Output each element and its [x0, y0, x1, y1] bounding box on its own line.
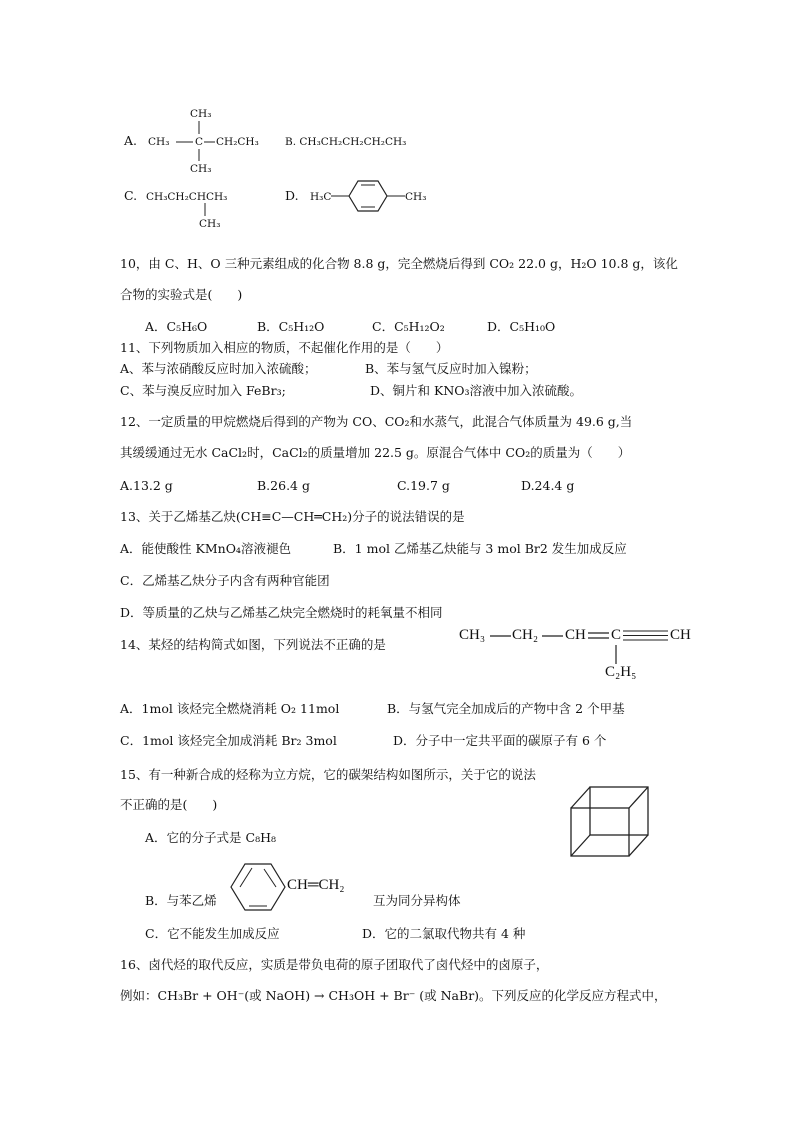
q12-option-d: D.24.4 g: [521, 478, 575, 493]
q14-option-d: D．分子中一定共平面的碳原子有 6 个: [393, 733, 607, 748]
q9-d-left: H₃C: [310, 191, 332, 203]
q10-line-2: 合物的实验式是( ): [120, 287, 243, 302]
q14-ch3: CH₃: [459, 627, 486, 643]
q9-a-carbon: C: [195, 136, 204, 148]
q10-option-c: C．C₅H₁₂O₂: [372, 319, 445, 334]
q15-option-b-prefix: B．与苯乙烯: [145, 893, 217, 908]
q15-option-d: D．它的二氯取代物共有 4 种: [362, 926, 526, 941]
q9-c-label: C.: [124, 188, 138, 203]
q13-stem: 13、关于乙烯基乙炔(CH≡C—CH═CH₂)分子的说法错误的是: [120, 509, 465, 524]
q11-stem: 11、下列物质加入相应的物质，不起催化作用的是（ ）: [120, 340, 449, 355]
q15-line-1: 15、有一种新合成的烃称为立方烷，它的碳架结构如图所示，关于它的说法: [120, 767, 536, 782]
q9-a-ch3-top: CH₃: [190, 108, 212, 120]
q9-a-ch3-left: CH₃: [148, 136, 170, 148]
q15-line-2: 不正确的是( ): [120, 797, 218, 812]
q11-option-b: B、苯与氢气反应时加入镍粉；: [365, 361, 537, 376]
q10-option-a: A．C₅H₆O: [145, 319, 208, 334]
q9-c-branch: CH₃: [199, 218, 221, 230]
q14-c: C: [611, 627, 622, 643]
q15-option-b-suffix: 互为同分异构体: [373, 893, 461, 908]
q14-option-c: C．1mol 该烃完全加成消耗 Br₂ 3mol: [120, 733, 337, 748]
q13-option-d: D．等质量的乙炔与乙烯基乙炔完全燃烧时的耗氧量不相同: [120, 605, 443, 620]
q9-a-ch2ch3: CH₂CH₃: [216, 136, 259, 148]
q12-option-b: B.26.4 g: [257, 478, 310, 493]
q10-option-d: D．C₅H₁₀O: [487, 319, 556, 334]
q14-c2h5: C₂H₅: [605, 664, 637, 680]
q12-line-1: 12、一定质量的甲烷燃烧后得到的产物为 CO、CO₂和水蒸气，此混合气体质量为 49.6 g,当: [120, 414, 633, 429]
q9-a-label: A.: [124, 133, 138, 148]
q14-ch2: CH₂: [512, 627, 539, 643]
q14-stem: 14、某烃的结构简式如图，下列说法不正确的是: [120, 637, 386, 652]
q9-d-right: CH₃: [405, 191, 427, 203]
q13-option-c: C．乙烯基乙炔分子内含有两种官能团: [120, 573, 330, 588]
q10-line-1: 10，由 C、H、O 三种元素组成的化合物 8.8 g，完全燃烧后得到 CO₂ 22.0 g，H₂O 10.8 g，该化: [120, 256, 678, 271]
q9-d-label: D.: [285, 188, 299, 203]
q12-option-c: C.19.7 g: [397, 478, 450, 493]
q11-option-c: C、苯与溴反应时加入 FeBr₃;: [120, 383, 286, 398]
q15-option-c: C．它不能发生加成反应: [145, 926, 280, 941]
q14-ch-end: CH: [670, 627, 691, 643]
q9-a-ch3-bottom: CH₃: [190, 163, 212, 175]
q12-option-a: A.13.2 g: [120, 478, 173, 493]
q10-option-b: B．C₅H₁₂O: [257, 319, 325, 334]
q9-option-b: B. CH₃CH₂CH₂CH₂CH₃: [285, 136, 407, 148]
q11-option-a: A、苯与浓硝酸反应时加入浓硫酸；: [120, 361, 317, 376]
q14-option-b: B．与氢气完全加成后的产物中含 2 个甲基: [387, 701, 625, 716]
q13-option-b: B．1 mol 乙烯基乙炔能与 3 mol Br2 发生加成反应: [333, 541, 627, 556]
q14-option-a: A．1mol 该烃完全燃烧消耗 O₂ 11mol: [120, 701, 340, 716]
q9-c-chain: CH₃CH₂CHCH₃: [146, 191, 228, 203]
q16-line-1: 16、卤代烃的取代反应，实质是带负电荷的原子团取代了卤代烃中的卤原子，: [120, 957, 549, 972]
q11-option-d: D、铜片和 KNO₃溶液中加入浓硫酸。: [370, 383, 583, 398]
q15-option-a: A．它的分子式是 C₈H₈: [145, 830, 276, 845]
q12-line-2: 其缓缓通过无水 CaCl₂时，CaCl₂的质量增加 22.5 g。原混合气体中 CO₂的质量为（ ）: [120, 445, 631, 460]
q16-line-2: 例如：CH₃Br + OH⁻(或 NaOH) → CH₃OH + Br⁻ (或 NaBr)。下列反应的化学反应方程式中，: [120, 988, 667, 1003]
q14-ch: CH: [565, 627, 586, 643]
q13-option-a: A．能使酸性 KMnO₄溶液褪色: [120, 541, 291, 556]
q15-option-b-group: CH═CH₂: [287, 877, 345, 893]
